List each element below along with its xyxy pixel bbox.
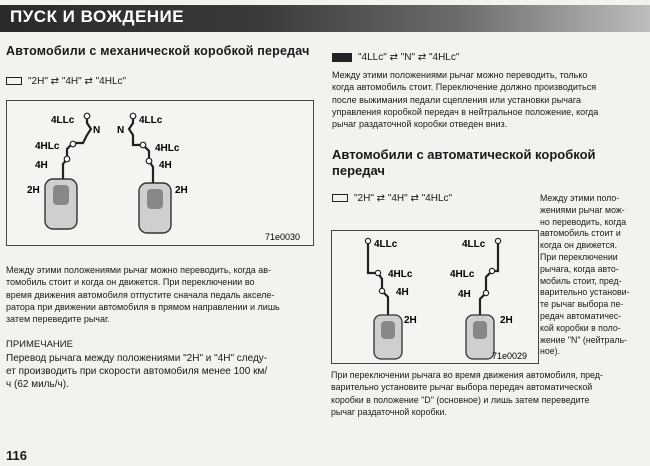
auto-label-4h-right: 4H [458,289,471,300]
auto-knob-left-shade [381,321,395,339]
manual-shift-diagram-svg [7,101,313,245]
manual-transmission-heading: Автомобили с механической коробкой передач [6,44,310,58]
automatic-mode-text: "2H" ⇄ "4H" ⇄ "4HLc" [354,193,453,204]
text-line: Между этими положениями рычаг можно переводить, только [332,70,588,80]
automatic-shift-diagram [331,230,539,364]
text-line: редач автоматичес- [540,310,622,321]
text-line: рычага, когда авто- [540,263,619,274]
auto-gate-4h-dot-right [483,290,488,295]
text-line: время движения автомобиля отпустите сначала педаль акселе- [6,289,275,300]
auto-gate-4llc-dot-right [495,238,500,243]
automatic-shift-diagram-svg [332,231,538,363]
filled-rectangle-icon [332,53,352,62]
automatic-side-paragraph [540,193,650,358]
left-lever-gate [27,113,100,229]
text-line: Между этими поло- [540,193,620,203]
auto-label-2h-left: 2H [404,315,417,326]
manual-paragraph [6,264,316,325]
label-n-left: N [93,125,101,136]
text-line: мобиль стоит, пред- [540,275,622,286]
text-line: ч (62 миль/ч). [6,379,69,390]
text-line: рычаг раздаточной коробки. [331,406,447,417]
text-line: жениями рычаг мож- [540,204,625,215]
text-line: варительно установите рычаг выбора передач автоматической [331,382,593,393]
text-line: Между этими положениями рычаг можно переводить, когда ав- [6,265,272,275]
auto-gate-4llc-dot [365,238,370,243]
shift-knob-right-shade [147,189,163,209]
text-line: коробки в положение "D" (основное) и лишь затем переведите [331,394,590,405]
auto-label-4hlc-right: 4HLc [450,269,475,280]
heading-line: передач [332,163,385,178]
transfer-paragraph [332,69,644,130]
text-line: автомобиль стоит и [540,228,621,239]
text-line: кой коробки в поло- [540,322,621,333]
text-line: ное). [540,346,561,357]
gate-4llc-dot-right [130,113,136,119]
label-2h-right: 2H [175,185,188,196]
page-title: ПУСК И ВОЖДЕНИЕ [10,7,185,26]
right-lever-gate [117,113,188,233]
auto-label-4hlc-left: 4HLc [388,269,413,280]
label-4h-left: 4H [35,160,48,171]
shift-knob-left-shade [53,185,69,205]
transfer-mode-line [332,52,459,63]
gate-4hlc-dot [70,141,76,147]
text-line: При переключении рычага во время движения автомобиля, пред- [331,370,603,380]
label-n-right: N [117,125,125,136]
text-line: жение "N" (нейтраль- [540,334,627,345]
automatic-bottom-paragraph [331,369,647,418]
manual-mode-text: "2H" ⇄ "4H" ⇄ "4HLc" [28,76,127,87]
auto-label-4h-left: 4H [396,287,409,298]
outline-rectangle-icon [6,77,22,85]
transfer-mode-text: "4LLc" ⇄ "N" ⇄ "4HLc" [358,52,460,63]
label-4h-right: 4H [159,160,172,171]
auto-gate-4h-dot [379,288,384,293]
auto-label-2h-right: 2H [500,315,513,326]
page-number: 116 [6,448,27,463]
figure-code-left: 71e0030 [265,232,301,242]
auto-left-lever-gate [365,238,416,359]
text-line: Перевод рычага между положениями "2H" и "4H" следу- [6,353,268,364]
auto-right-lever-gate [450,238,513,359]
text-line: томобиль стоит и когда он движется. При переключении во [6,277,255,288]
gate-4hlc-dot-right [140,142,146,148]
text-line: но переводить, когда [540,216,627,227]
text-line: При переключении [540,251,618,262]
auto-label-4llc-right: 4LLc [462,239,486,250]
text-line: затем переведите рычаг. [6,314,110,325]
gate-4h-dot [64,156,70,162]
manual-mode-line [6,76,126,87]
text-line: когда он движется. [540,240,618,251]
outline-rectangle-icon [332,194,348,202]
note-paragraph [6,352,318,391]
automatic-transmission-heading [332,147,602,179]
gate-4h-dot-right [146,158,152,164]
text-line: рычаг раздаточной коробки отведен вниз. [332,119,508,130]
text-line: управления коробкой передач в нейтральное положение, когда [332,106,599,117]
gate-4llc-dot [84,113,90,119]
automatic-mode-line [332,193,452,204]
label-4hlc-right: 4HLc [155,143,180,154]
manual-shift-diagram [6,100,314,246]
figure-code-right: 71e0029 [492,351,528,361]
heading-line: Автомобили с автоматической коробкой [332,147,596,162]
auto-label-4llc-left: 4LLc [374,239,398,250]
auto-knob-right-shade [473,321,487,339]
auto-gate-4hlc-dot [375,270,380,275]
auto-gate-4hlc-dot-right [489,268,494,273]
text-line: после выжимания педали сцепления или установки рычага [332,94,581,105]
note-title: ПРИМЕЧАНИЕ [6,339,73,350]
text-line: варительно установи- [540,287,630,298]
text-line: ет производить при скорости автомобиля менее 100 км/ [6,366,268,377]
label-4llc-right: 4LLc [139,115,163,126]
text-line: когда автомобиль стоит. Переключение должно производиться [332,82,597,93]
label-2h-left: 2H [27,185,40,196]
text-line: те рычаг выбора пе- [540,299,624,310]
label-4hlc-left: 4HLc [35,141,60,152]
text-line: ратора при движении автомобиля в прямом направлении и лишь [6,301,280,312]
label-4llc-left: 4LLc [51,115,75,126]
